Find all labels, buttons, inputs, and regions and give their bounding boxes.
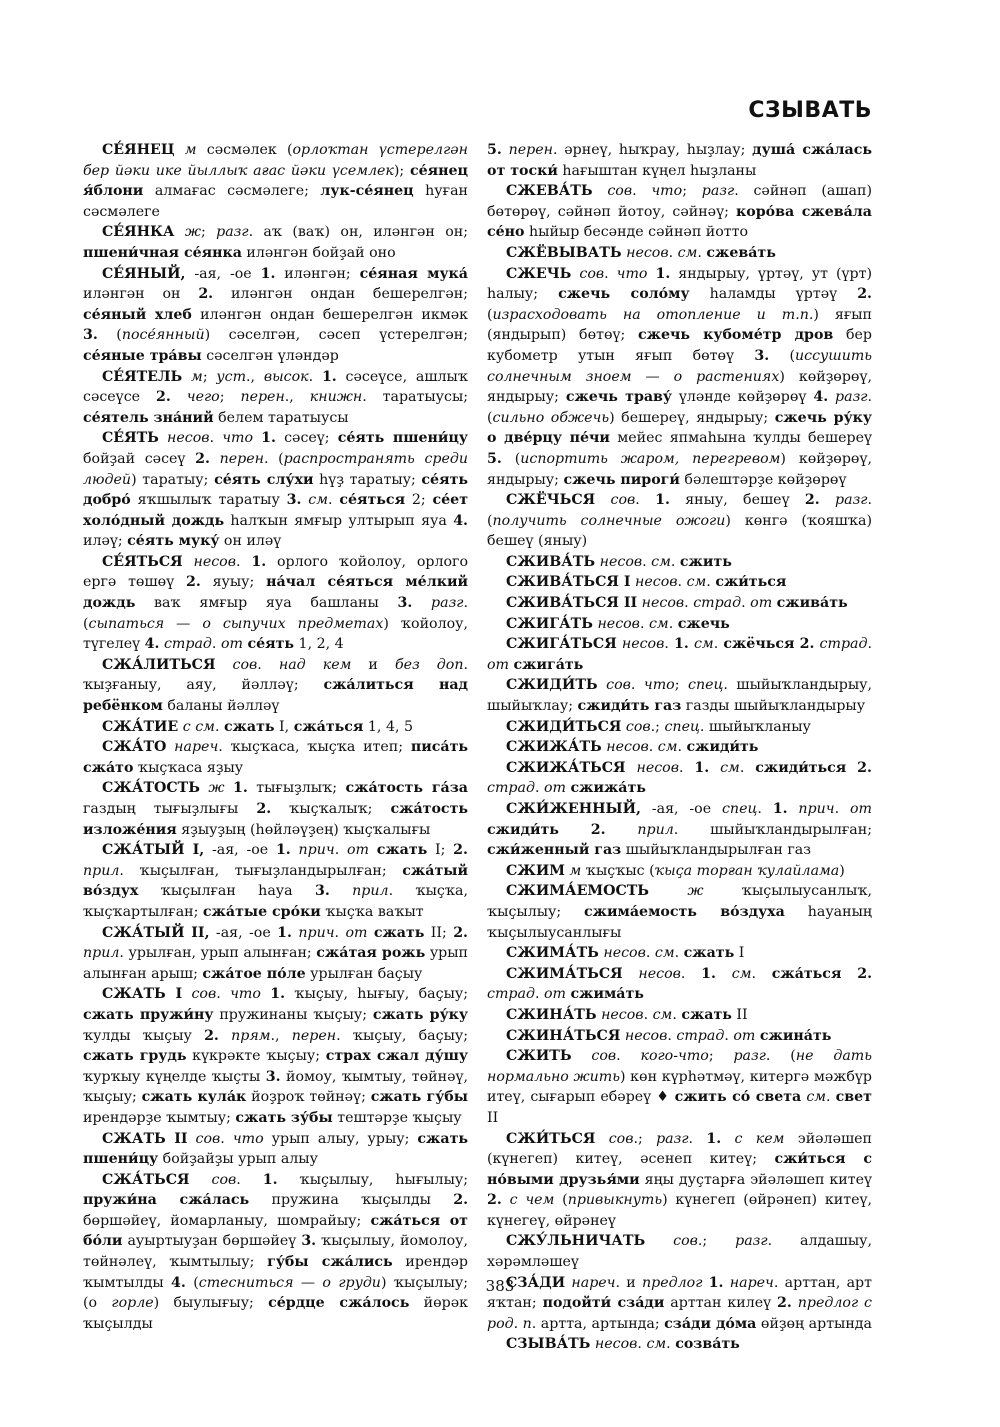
dictionary-entry: СЖИГА́ТЬ несов. см. сжечь <box>506 615 730 632</box>
dictionary-entry: СЕ́ЯТЬ несов. что 1. сәсеү; се́ять пшени́цу бойҙай сәсеү 2. перен. (распространять среди людей) таратыу; се́ять слу́хи һүҙ таратыу; се́ять добро́ яҡшылыҡ таратыу 3. см. се́яться 2; се́ет холо́дный дождь һалҡын ямғыр ултырып яуа 4. иләү; се́ять муку́ он иләү <box>83 430 468 550</box>
dictionary-entry: СЖА́ТЫЙ II, -ая, -ое 1. прич. от сжать II; 2. прил. урылған, урып алынған; сжа́тая рожь урып алынған арыш; сжа́тое по́ле урылған баҫыу <box>83 924 468 982</box>
dictionary-entry: СЖА́ТЬСЯ сов. 1. ҡыҫылыу, һығылыу; пружи́на сжа́лась пружина ҡыҫылды 2. бөршәйеү, йомарланыу, шомрайыу; сжа́ться от бо́ли ауыртыуҙан бөршәйеү 3. ҡыҫылыу, йомолоу, төйнәлеү, ҡымтылыу; гу́бы сжа́лись ирендәр ҡымтылды 4. (стесниться — о груди) ҡыҫылыу; (о горле) быулығыу; се́рдце сжа́лось йөрәк ҡыҫылды <box>83 1171 469 1332</box>
dictionary-entry: СЖИМА́ТЬСЯ несов. 1. см. сжа́ться 2. страд. от сжима́ть <box>487 965 873 1003</box>
dictionary-entry: СЕ́ЯНКА ж; разг. аҡ (ваҡ) он, иләнгән он; пшени́чная се́янка иләнгән бойҙай оно <box>83 224 469 261</box>
dictionary-entry: СЖИ́ТЬСЯ сов.; разг. 1. с кем эйәләшеп (күнегеп) китеү, әсенеп китеү; сжи́ться с но́выми друзья́ми яңы дуҫтарға эйәләшеп китеү 2. с чем (привыкнуть) күнегеп (өйрәнеп) китеү, күнегеү, өйрәнеү <box>487 1130 873 1229</box>
dictionary-entry: 5. перен. әрнеү, һыҡрау, һыҙлау; душа́ сжа́лась от тоски́ һағыштан күңел һыҙланы <box>487 142 872 179</box>
dictionary-entry: СЖИДИ́ТЬ сов. что; спец. шыйыҡландырыу, шыйыҡлау; сжиди́ть газ газды шыйыҡландырыу <box>487 677 873 715</box>
dictionary-entry: СЖА́ТОСТЬ ж 1. тығыҙлыҡ; сжа́тость га́за газдың тығыҙлығы 2. ҡыҫҡалыҡ; сжа́тость изложе́ния яҙыуҙың (һөйләүҙең) ҡыҫҡалығы <box>83 780 468 838</box>
dictionary-entry: СЖУ́ЛЬНИЧАТЬ сов.; разг. алдашыу, хәрәмләшеү <box>487 1233 872 1271</box>
dictionary-entry: СЖИМА́ЕМОСТЬ ж ҡыҫылыусанлыҡ, ҡыҫылыу; сжима́емость во́здуха һауаның ҡыҫылыусанлығы <box>487 883 872 941</box>
page-number: 383 <box>485 1277 515 1295</box>
dictionary-entry: СЖИНА́ТЬСЯ несов. страд. от сжина́ть <box>506 1027 832 1044</box>
dictionary-entry: СЖАТЬ II сов. что урып алыу, урыу; сжать пшени́цу бойҙайҙы урып алыу <box>83 1130 468 1168</box>
dictionary-entry: СЖА́ТО нареч. ҡыҫҡаса, ҡыҫҡа итеп; писа́ть сжа́то ҡыҫҡаса яҙыу <box>83 739 468 776</box>
dictionary-entry: СЖА́ТИЕ с см. сжать I, сжа́ться 1, 4, 5 <box>102 718 414 735</box>
dictionary-entry: СЕ́ЯНЕЦ м сәсмәлек (орлоҡтан үстерелгән бер йәки ике йыллыҡ ағас йәки үсемлек); се́янец я́блони алмағас сәсмәлеге; лук-се́янец һуған сәсмәлеге <box>83 142 469 220</box>
right-column <box>487 140 872 1355</box>
dictionary-entry: СЖИДИ́ТЬСЯ сов.; спец. шыйыҡланыу <box>506 718 811 735</box>
dictionary-entry: СЖЕВА́ТЬ сов. что; разг. сәйнәп (ашап) бөтөрөү, сәйнәп йотоу, сәйнәү; коро́ва сжева́ла се́но һыйыр бесәнде сәйнәп йотто <box>487 183 872 241</box>
dictionary-entry: СЗА́ДИ нареч. и предлог 1. нареч. арттан, арт яҡтан; подойти́ сза́ди арттан килеү 2. предлог с род. п. артта, артында; сза́ди до́ма өйҙөң артында <box>487 1274 872 1332</box>
dictionary-entry: СЖИНА́ТЬ несов. см. сжать II <box>506 1006 748 1023</box>
dictionary-entry: СЖИЖА́ТЬСЯ несов. 1. см. сжиди́ться 2. страд. от сжижа́ть <box>487 759 872 797</box>
dictionary-entry: СЖИВА́ТЬСЯ I несов. см. сжи́ться <box>506 574 787 591</box>
dictionary-entry: СЗЫВА́ТЬ несов. см. созва́ть <box>506 1336 740 1353</box>
dictionary-entry: СЖА́ТЫЙ I, -ая, -ое 1. прич. от сжать I; 2. прил. ҡыҫылған, тығыҙландырылған; сжа́тый во́здух ҡыҫылған һауа 3. прил. ҡыҫҡа, ҡыҫҡартылған; сжа́тые сро́ки ҡыҫҡа ваҡыт <box>83 842 468 920</box>
dictionary-entry: СЖИЖА́ТЬ несов. см. сжиди́ть <box>506 739 759 756</box>
dictionary-entry: СЖЕЧЬ сов. что 1. яндырыу, үртәү, ут (үрт) һалыу; сжечь соло́му һаламды үртәү 2. (израсходовать на отопление и т.п.) яғып (яндырып) бөтөү; сжечь кубоме́тр дров бер кубометр утын яғып бөтөү 3. (иссушить солнечным зноем — о растениях) көйҙөрөү, яндырыу; сжечь траву́ үләнде көйҙөрөү 4. разг. (сильно обжечь) бешереү, яндырыу; сжечь ру́ку о две́рцу пе́чи мейес япмаһына ҡулды бешереү 5. (испортить жаром, перегревом) көйҙөрөү, яндырыу; сжечь пироги́ бәлештәрҙе көйҙөрөү <box>487 265 873 488</box>
dictionary-entry: СЖИВА́ТЬСЯ II несов. страд. от сжива́ть <box>506 595 848 612</box>
dictionary-entry: СЖИВА́ТЬ несов. см. сжить <box>506 553 732 570</box>
dictionary-entry: СЖИ́ЖЕННЫЙ, -ая, -ое спец. 1. прич. от сжиди́ть 2. прил. шыйыҡландырылған; сжи́женный газ шыйыҡландырылған газ <box>487 801 872 859</box>
dictionary-entry: СЕ́ЯТЕЛЬ м; уст., высок. 1. сәсеүсе, ашлыҡ сәсеүсе 2. чего; перен., книжн. таратыусы; се́ятель зна́ний белем таратыусы <box>83 368 469 426</box>
dictionary-entry: СЖЁЧЬСЯ сов. 1. яныу, бешеү 2. разг. (получить солнечные ожоги) көнгә (ҡояшҡа) бешеү (яныу) <box>487 492 872 550</box>
dictionary-entry: СЖА́ЛИТЬСЯ сов. над кем и без доп. ҡыҙғаныу, аяу, йәлләү; сжа́литься над ребёнком баланы йәлләү <box>83 656 468 715</box>
dictionary-entry: СЖАТЬ I сов. что 1. ҡыҫыу, һығыу, баҫыу; сжать пружи́ну пружинаны ҡыҫыу; сжать ру́ку ҡулды ҡыҫыу 2. прям., перен. ҡыҫыу, баҫыу; сжать грудь күкрәкте ҡыҫыу; страх сжал ду́шу ҡурҡыу күңелде ҡыҫты 3. йомоу, ҡымтыу, төйнәү, ҡыҫыу; сжать кула́к йоҙроҡ төйнәү; сжать гу́бы ирендәрҙе ҡымтыу; сжать зу́бы тештәрҙе ҡыҫыу <box>83 986 468 1126</box>
dictionary-entry: СЖИМА́ТЬ несов. см. сжать I <box>506 945 745 962</box>
dictionary-entry: СЖИМ м ҡыҫҡыс (ҡыҫа торған ҡулайлама) <box>506 862 845 879</box>
dictionary-entry: СЖИГА́ТЬСЯ несов. 1. см. сжёчься 2. страд. от сжига́ть <box>487 636 872 673</box>
dictionary-entry: СЖЁВЫВАТЬ несов. см. сжева́ть <box>506 244 776 261</box>
left-column <box>83 140 468 1334</box>
dictionary-entry: СЕ́ЯНЫЙ, -ая, -ое 1. иләнгән; се́яная мука́ иләнгән он 2. иләнгән ондан бешерелгән; се́яный хлеб иләнгән ондан бешерелгән икмәк 3. (посе́янный) сәселгән, сәсеп үстерелгән; се́яные тра́вы сәселгән үләндәр <box>83 265 469 364</box>
dictionary-entry: СЖИТЬ сов. кого-что; разг. (не дать нормально жить) көн күрһәтмәү, китергә мәжбүр итеү, сығарып ебәреү ♦ сжить со́ света см. свет II <box>487 1048 872 1126</box>
running-head: СЗЫВАТЬ <box>748 98 872 123</box>
dictionary-entry: СЕ́ЯТЬСЯ несов. 1. орлого ҡойолоу, орлого ергә төшөү 2. яуыу; на́чал се́яться ме́лкий дождь ваҡ ямғыр яуа башланы 3. разг. (сыпаться — о сыпучих предметах) ҡойолоу, түгелеү 4. страд. от се́ять 1, 2, 4 <box>83 553 468 653</box>
